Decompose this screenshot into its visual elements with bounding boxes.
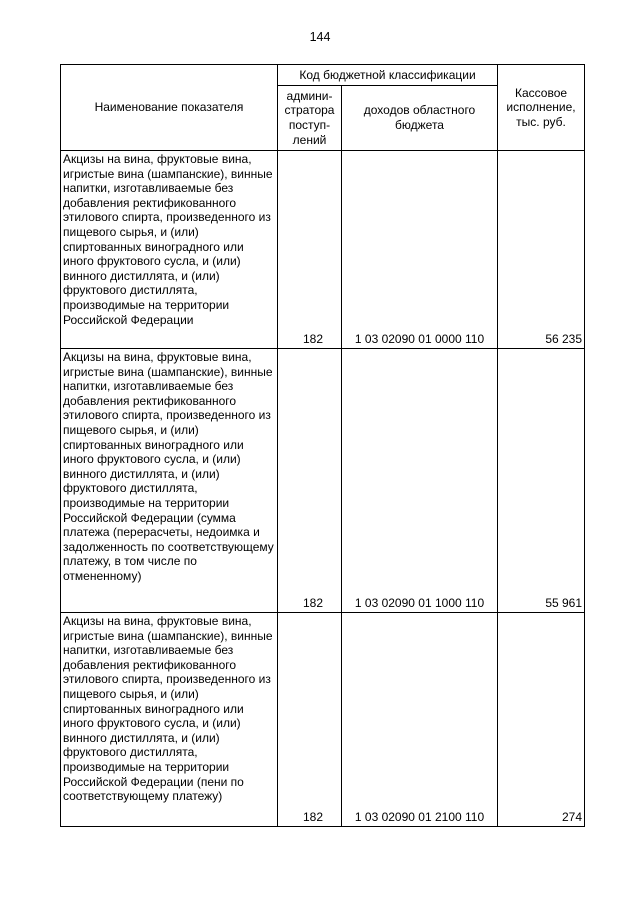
header-amount: Кассовое исполнение, тыс. руб. (498, 65, 585, 151)
row-administrator: 182 (278, 151, 342, 349)
table-row (61, 151, 585, 349)
row-code: 1 03 02090 01 1000 110 (342, 349, 498, 613)
table-row (61, 613, 585, 827)
row-amount: 55 961 (498, 349, 585, 613)
header-name: Наименование показателя (61, 65, 278, 151)
row-name: Акцизы на вина, фруктовые вина, игристые вина (шампанские), винные напитки, изготавливаемые без добавления ректификованного этилового спирта, произведенного из пищевого сырья, и (или) спиртованных виноградного или иного фруктового сусла, и (или) винного дистиллята, и (или) фруктового дистиллята, производимые на территории Российской Федерации (61, 151, 278, 349)
header-code-group: Код бюджетной классификации (278, 65, 498, 86)
row-code: 1 03 02090 01 0000 110 (342, 151, 498, 349)
header-row-top (61, 65, 585, 86)
row-administrator: 182 (278, 613, 342, 827)
row-code: 1 03 02090 01 2100 110 (342, 613, 498, 827)
row-amount: 56 235 (498, 151, 585, 349)
row-name: Акцизы на вина, фруктовые вина, игристые вина (шампанские), винные напитки, изготавливаемые без добавления ректификованного этилового спирта, произведенного из пищевого сырья, и (или) спиртованных виноградного или иного фруктового сусла, и (или) винного дистиллята, и (или) фруктового дистиллята, производимые на территории Российской Федерации (пени по соответствующему платежу) (61, 613, 278, 827)
row-name: Акцизы на вина, фруктовые вина, игристые вина (шампанские), винные напитки, изготавливаемые без добавления ректификованного этилового спирта, произведенного из пищевого сырья, и (или) спиртованных виноградного или иного фруктового сусла, и (или) винного дистиллята, и (или) фруктового дистиллята, производимые на территории Российской Федерации (сумма платежа (перерасчеты, недоимка и задолженность по соответствующему платежу, в том числе по отмененному) (61, 349, 278, 613)
budget-table (60, 64, 585, 827)
header-income: доходов областного бюджета (342, 86, 498, 151)
table-row (61, 349, 585, 613)
row-amount: 274 (498, 613, 585, 827)
row-administrator: 182 (278, 349, 342, 613)
page-number: 144 (309, 30, 331, 44)
header-administrator: админи-стратора поступ-лений (278, 86, 342, 151)
